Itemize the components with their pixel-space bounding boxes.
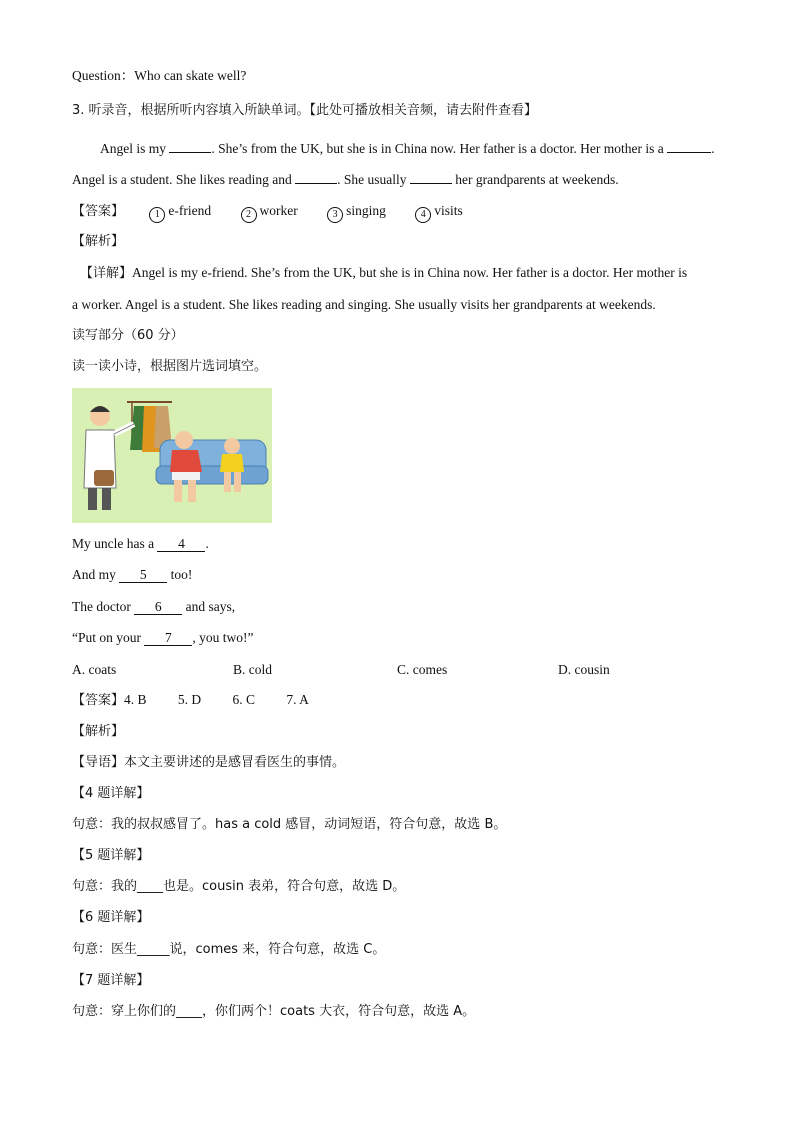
poem-line-2: And my 5 too!: [72, 567, 193, 582]
poem-line-1: My uncle has a 4 .: [72, 536, 209, 551]
q3-passage-line1: Angel is my . She’s from the UK, but she is in China now. Her father is a doctor. Her mother is a .: [100, 141, 715, 156]
guide-line: 【导语】本文主要讲述的是感冒看医生的事情。: [72, 755, 346, 770]
option-b: B. cold: [233, 662, 272, 677]
option-c: C. comes: [397, 662, 448, 677]
answer-label: 【答案】: [72, 204, 125, 219]
option-a: A. coats: [72, 662, 117, 677]
q3-answer-row: [72, 201, 463, 223]
section-title: 读写部分（60 分）: [72, 328, 184, 343]
answer2-row: 【答案】4. B 5. D 6. C 7. A: [72, 692, 309, 708]
detail-text-6: 句意：医生_____说，comes 来，符合句意，故选 C。: [72, 942, 386, 957]
blank-2: [667, 152, 711, 153]
answer-item: 2 worker: [241, 201, 298, 223]
blank-4: [410, 183, 452, 184]
poem-instruction: 读一读小诗，根据图片选词填空。: [72, 359, 268, 374]
detail-title-4: 【4 题详解】: [72, 786, 150, 801]
doctor-visit-illustration: [72, 388, 272, 523]
detail-line2: a worker. Angel is a student. She likes reading and singing. She usually visits her grandparents at weekends.: [72, 297, 656, 312]
detail-text-5: 句意：我的____也是。cousin 表弟，符合句意，故选 D。: [72, 879, 406, 894]
detail-title-7: 【7 题详解】: [72, 973, 150, 988]
answer-item: 4 visits: [415, 201, 463, 223]
detail-text-4: 句意：我的叔叔感冒了。has a cold 感冒，动词短语，符合句意，故选 B。: [72, 817, 507, 832]
poem-line-3: The doctor 6 and says,: [72, 599, 236, 614]
answer-item: 1 e-friend: [149, 201, 211, 223]
detail-title-6: 【6 题详解】: [72, 910, 150, 925]
option-d: D. cousin: [558, 662, 610, 677]
analysis2-label: 【解析】: [72, 724, 125, 739]
detail-title-5: 【5 题详解】: [72, 848, 150, 863]
blank-1: [169, 152, 211, 153]
analysis-label: 【解析】: [72, 234, 125, 249]
q3-passage-line2: Angel is a student. She likes reading and . She usually her grandparents at weekends.: [72, 172, 619, 187]
question-line: Question：Who can skate well?: [72, 68, 247, 83]
poem-line-4: “Put on your 7 , you two!”: [72, 630, 254, 645]
detail-text-7: 句意：穿上你们的____，你们两个！coats 大衣，符合句意，故选 A。: [72, 1004, 476, 1019]
answer-item: 3 singing: [327, 201, 386, 223]
blank-3: [295, 183, 337, 184]
q3-instruction: 3. 听录音，根据所听内容填入所缺单词。【此处可播放相关音频，请去附件查看】: [72, 103, 538, 118]
detail-line1: 【详解】Angel is my e-friend. She’s from the UK, but she is in China now. Her father is a doctor. Her mother is: [80, 265, 688, 281]
